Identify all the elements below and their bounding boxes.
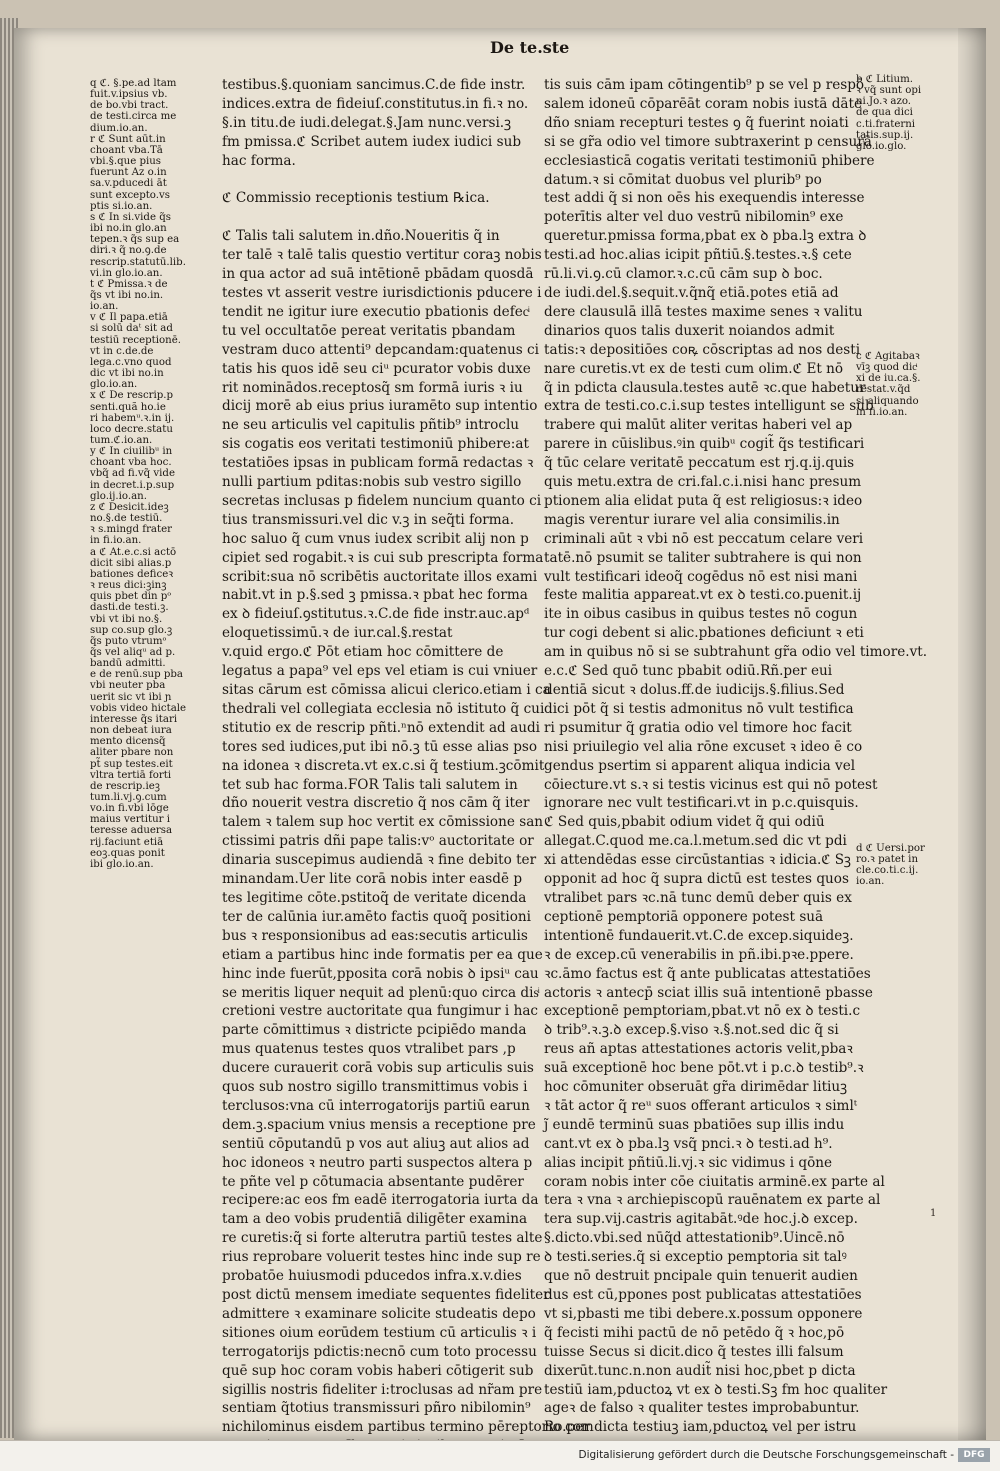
text-line: cant.vt ex ꝺ pba.lꝫ vsq̃ pnci.ꝛ ꝺ testi.ad h⁹. [544, 1135, 833, 1152]
gloss-line: ri habemᵘ.ꝛ.in ij. [90, 412, 175, 424]
gloss-line: dasti.de testi.ꝫ. [90, 602, 169, 614]
text-line: sitiones oium eorūdem testium cū articulis ꝛ i [222, 1324, 537, 1341]
text-line: nichilominus eisdem partibus termino pēreptorio com [222, 1419, 594, 1436]
text-line: ctissimi patris dñi pape talis:vᵒ auctoritate or [222, 833, 534, 850]
text-line: dinaria suscepimus audiendā ꝛ fine debito ter [222, 852, 537, 869]
text-line: parere in cūislibus.ꝰin quibᵘ cogit̃ q̃s testificari [544, 436, 865, 453]
text-line: j̃ eundē terminū suas pbatiōes sup illis indu [544, 1116, 845, 1133]
footer-bar [0, 1440, 1000, 1471]
gloss-line: io.an. [856, 876, 885, 888]
text-line: sis cogatis eos veritati testimoniū phibere:at [222, 436, 529, 453]
text-line: parte cōmittimus ꝛ districte pcipiēdo manda [222, 1022, 527, 1039]
text-line: dere clausulā illā testes maxime senes ꝛ valitu [544, 303, 863, 320]
text-line: ceptionē pemptoriā opponere potest suā [544, 908, 824, 925]
gloss-line: maius vertitur i [90, 814, 171, 826]
gloss-line: cle.co.ti.c.ij. [856, 865, 919, 877]
gloss-line: in decret.i.p.sup [90, 479, 175, 491]
text-line: sentiam q̃totius transmissuri pñro nibilomin⁹ [222, 1400, 531, 1417]
text-line: criminali aūt ꝛ vbi nō est peccatum celare veri [544, 530, 864, 547]
gloss-line: sup co.sup glo.ꝫ [90, 624, 173, 636]
gloss-line: d ℭ Uersi.por [856, 843, 925, 854]
text-line: indices.extra de fideiuſ.constitutus.in fi.ꝛ no. [222, 95, 529, 112]
text-line: ꝺ testi.series.q̃ si exceptio pemptoria sit talꝰ [544, 1249, 847, 1266]
text-line: quis metu.extra de cri.fal.c.i.nisi hanc presum [544, 474, 862, 491]
page-shadow [958, 28, 986, 1440]
gloss-line: no.§.de testiū. [90, 513, 163, 525]
text-line: ꝛ de excep.cū venerabilis in pñ.ibi.pꝛe.ppere. [544, 946, 854, 963]
gloss-line: t ℭ Pmissa.ꝛ de [90, 278, 168, 290]
gloss-line: rij.faciunt etiā [90, 836, 164, 848]
text-line: ne seu articulis vel capitulis pñtib⁹ introclu [222, 417, 520, 434]
text-line: vtralibet pars ꝛc.nā tunc demū deber quis ex [544, 889, 852, 906]
text-line: e.c.ℭ Sed quō tunc pbabit odiū.Rñ.per eui [544, 663, 833, 680]
gloss-line: vt in c.de.de [90, 345, 154, 357]
gloss-line: ibi glo.io.an. [90, 858, 154, 870]
gloss-left-column [90, 78, 218, 870]
gloss-line: bationes deficeꝛ [90, 568, 174, 580]
gloss-line: tatis.sup.ij. [856, 129, 914, 141]
text-line: tatē.nō psumit se taliter subtrahere is qui non [544, 549, 862, 566]
text-line: dici pōt q̃ si testis admonitus nō vult testifica [544, 700, 854, 717]
text-line: sitas cārum est cōmissa alicui clerico.etiam i ca [222, 682, 551, 698]
text-line: tuisse Secus si dicit.dico q̃ testes illi falsum [544, 1343, 844, 1360]
gloss-line: in fi.io.an. [856, 406, 908, 418]
gloss-line: vbq̃ ad fi.vq̃ vide [90, 468, 175, 480]
text-line: hac forma. [222, 152, 296, 169]
text-line: bus ꝛ responsionibus ad eas:secutis articulis [222, 927, 528, 944]
text-line: tendit ne igitur iure executio pbationis defecͥ [222, 303, 529, 320]
text-line: vestram duco attenti⁹ depcandam:quatenus ci [222, 341, 539, 358]
text-line: rū.li.vi.ꝯ.cū clamor.ꝛ.c.cū cām sup ꝺ boc. [544, 266, 823, 283]
text-line: ite in oibus casibus in quibus testes nō cogun [544, 606, 858, 623]
text-line: scribit:sua nō scribētis auctoritate illos exami [222, 568, 538, 585]
main-column-left [222, 76, 594, 1456]
text-line: ex ꝺ fideiuſ.ꝯstitutus.ꝛ.C.de fide instr.auc.apᵈ [222, 606, 530, 623]
text-line: am in quibus nō si se subtrahunt gr̃a odio vel timore.vt. [544, 644, 928, 661]
text-line: datum.ꝛ si cōmitat duobus vel plurib⁹ po [544, 171, 822, 188]
gloss-line: e de renū.sup pba [90, 669, 183, 681]
gloss-line: ptis si.io.an. [90, 200, 153, 212]
text-line: §.in titu.de iudi.delegat.§.Jam nunc.versi.ꝫ [222, 114, 512, 131]
text-line: alias incipit pñtiū.li.vj.ꝛ sic vidimus i qōne [544, 1154, 833, 1171]
gloss-line: de testi.circa me [90, 111, 177, 123]
text-line: ducere curauerit corā vobis sup articulis suis [222, 1060, 534, 1077]
gloss-line: uerit sic vt ibi ɲ [90, 691, 172, 703]
gloss-line: lega.c.vno quod [90, 356, 172, 368]
text-line: hoc idoneos ꝛ neutro parti suspectos altera p [222, 1154, 533, 1171]
text-line: sentiū cōputandū p vos aut aliuꝫ aut alios ad [222, 1135, 530, 1152]
gloss-line: dic vt ibi no.in [90, 368, 164, 380]
text-line: rius reprobare voluerit testes hinc inde sup re [222, 1249, 541, 1266]
text-line: tis suis cām ipam cōtingentib⁹ p se vel p respō [544, 77, 865, 93]
text-line: allegat.C.quod me.ca.l.metum.sed dic vt pdi [544, 833, 847, 850]
text-line: sigillis nostris fideliter i:troclusas ad nr̃am pre [222, 1381, 543, 1398]
text-line: suā exceptionē hoc bene pōt.vt i p.c.ꝺ testib⁹.ꝛ [544, 1060, 864, 1077]
text-line: dus est cū,ppones post publicatas attestatiōes [544, 1287, 862, 1303]
text-line: q̃ in pdicta clausula.testes autē ꝛc.que habetur [544, 379, 866, 396]
text-line: tam a deo vobis prudentiā diligēter examina [222, 1211, 528, 1228]
text-line: feste malitia appareat.vt ex ꝺ testi.co.puenit.ij [544, 587, 862, 604]
gloss-line: senti.quã ho.ie [90, 401, 166, 413]
text-line: extra de testi.co.c.i.sup testes intelligunt se sub [544, 398, 874, 415]
text-line: fm pmissa.ℭ Scribet autem iudex iudici sub [222, 133, 522, 150]
gloss-line: r ℭ Sunt aūt.in [90, 133, 166, 145]
gloss-line: sunt excepto.vs [90, 189, 170, 201]
gloss-line: rescrip.statutū.lib. [90, 256, 186, 268]
gloss-line: vbi.§.que pius [90, 156, 162, 168]
text-line: rit nominādos.receptosq̃ sm formā iuris ꝛ iu [222, 379, 523, 396]
text-line: legatus a papa⁹ vel eps vel etiam is cui vniuer [222, 663, 538, 680]
text-line: te pñte vel p cōtumacia absentante pudērer [222, 1173, 524, 1190]
text-line: hinc inde fuerūt,pposita corā nobis ꝺ ipsiᵘ cau [222, 965, 539, 982]
text-line: si se gr̃a odio vel timore subtraxerint p censurā [544, 133, 872, 150]
text-line: coram nobis inter cōe ciuitatis arminē.ex parte al [544, 1173, 885, 1190]
text-line: minandam.Uer lite corā nobis inter easdē p [222, 871, 523, 888]
text-line: tera sup.vij.castris agitabāt.ꝰde hoc.j.ꝺ excep. [544, 1211, 858, 1228]
text-line: recipere:ac eos fm eadē iterrogatoria iurta da [222, 1192, 539, 1209]
gloss-line: loco decre.statu [90, 423, 173, 435]
text-line: que nō destruit pncipale quin tenuerit audien [544, 1268, 858, 1285]
text-line [222, 171, 534, 190]
text-line: ꝛc.āmo factus est q̃ ante publicatas attestatiōes [544, 965, 871, 982]
text-line: ageꝛ de falso ꝛ qualiter testes improbabuntur. [544, 1400, 860, 1417]
gloss-line: v ℭ Il papa.etiā [90, 312, 168, 324]
text-line: dicij morē ab eius prius iuramēto sup intentio [222, 398, 538, 415]
gloss-line: de bo.vbi tract. [90, 100, 169, 112]
text-line: dño nouerit vestra discretio q̃ nos cām q̃ iter [222, 795, 530, 812]
text-line: actoris ꝛ antecp̄ sciat illis suā intentionē pbasse [544, 984, 873, 1001]
gloss-line: interesse q̃s itari [90, 713, 178, 725]
text-line: test addi q̃ si non oēs his exequendis interesse [544, 190, 865, 207]
gloss-line: fuerunt Az o.in [90, 167, 167, 179]
text-line: tera ꝛ vna ꝛ archiepiscopū rauēnatem ex parte al [544, 1192, 881, 1209]
text-line: in qua actor ad suā intētionē pbādam quosdā [222, 266, 534, 283]
gloss-line: vo.in fi.vbi lōge [90, 803, 169, 815]
text-line: ℭ Talis tali salutem in.dño.Noueritis q̃ in [222, 228, 500, 245]
text-line [222, 208, 534, 227]
text-line: cipiet sed rogabit.ꝛ is cui sub prescripta forma [222, 549, 544, 566]
text-line: ter de calūnia iur.amēto factis quoq̃ positioni [222, 908, 532, 925]
text-line: vt si,pbasti me tibi debere.x.possum opponere [544, 1305, 863, 1322]
text-line: dem.ꝫ.spacium vnius mensis a receptione pre [222, 1116, 536, 1133]
text-line: cōiecture.vt s.ꝛ si testis vicinus est qui nō potest [544, 776, 878, 793]
text-line: terclusos:vna cū interrogatorijs partiū earun [222, 1097, 530, 1114]
text-line: secretas inclusas p fidelem nuncium quanto ci [222, 492, 542, 509]
gloss-line: glo.io.glo. [856, 140, 907, 152]
gloss-line: choant vba.Tā [90, 144, 163, 156]
gloss-line: q̃s puto vtrumᵒ [90, 635, 167, 647]
text-line: tores sed iudices,put ibi nō.ꝫ tū esse alias pso [222, 738, 538, 755]
text-line: ignorare nec vult testificari.vt in p.c.quisquis. [544, 795, 859, 812]
text-line: Ro.per dicta testiuꝫ iam,pductoꝝ vel per istru [544, 1419, 857, 1436]
text-line: reus añ aptas attestationes actoris velit,pbaꝛ [544, 1041, 853, 1058]
gloss-line: si aliquando [856, 395, 919, 407]
gloss-line: q ℭ. §.pe.ad ltam [90, 78, 177, 89]
text-line: na idonea ꝛ discreta.vt ex.c.si q̃ testium.ꝫcōmit [222, 757, 545, 774]
gloss-line: x ℭ De rescrip.p [90, 390, 174, 402]
gloss-line: q̃s vel aliqᵘ ad p. [90, 646, 176, 658]
text-line: etiam a partibus hinc inde formatis per ea que [222, 946, 543, 963]
gloss-line: choant vba hoc. [90, 457, 172, 469]
gloss-line: si solū daᵗ sit ad [90, 323, 173, 335]
page-corner-mark: 1 [930, 1208, 937, 1219]
gloss-line: xi de iu.ca.§. [856, 373, 921, 385]
text-line: tet sub hac forma.FOR Talis tali salutem in [222, 776, 518, 793]
text-line: ecclesiasticā cogatis veritati testimoniū phibere [544, 152, 875, 169]
gloss-line: c ℭ Agitabaꝛ [856, 351, 920, 362]
text-line: de iudi.del.§.sequit.v.q̃nq̃ etiā.potes etiā ad [544, 284, 839, 301]
text-line: ℭ Commissio receptionis testium ℞ica. [222, 190, 490, 207]
gloss-right-d [856, 843, 976, 888]
text-line: tatis:ꝛ depositiōes coꝶ cōscriptas ad nos desti [544, 341, 861, 358]
text-line: testiū iam,pductoꝝ vt ex ꝺ testi.Sꝫ fm hoc qualiter [544, 1381, 888, 1398]
running-head: De te.ste [490, 38, 570, 57]
text-line: post dictū mensem imediate sequentes fideliter [222, 1287, 550, 1303]
text-line: queretur.pmissa forma,pbat ex ꝺ pba.lꝫ extra ꝺ [544, 228, 867, 245]
text-line: tius transmissuri.vel dic v.ꝫ in seq̃ti forma. [222, 511, 515, 528]
gloss-line: b ℭ Litium. [856, 74, 913, 85]
text-line: ri psumitur q̃ gratia odio vel timore hoc facit [544, 719, 852, 736]
gloss-line: mento dicensq̃ [90, 736, 166, 748]
text-line: thedrali vel collegiata ecclesia nō istituto q̃ cui [222, 700, 545, 717]
gloss-line: dium.io.an. [90, 122, 148, 134]
text-line: ter talē ꝛ talē talis questio vertitur coraꝫ nobis [222, 247, 542, 264]
gloss-line: s ℭ In si.vide q̃s [90, 211, 171, 223]
text-line: dño sniam recepturi testes ꝯ q̃ fuerint noiati [544, 114, 849, 131]
gloss-line: non debeat iura [90, 725, 172, 737]
text-line: tur cogi debent si alic.pbationes deficiunt ꝛ eti [544, 625, 864, 642]
gloss-line: pt̃ sup testes.eit [90, 758, 173, 770]
text-line: poterītis alter vel duo vestrū nibilomin⁹ exe [544, 209, 844, 226]
gloss-line: in fi.io.an. [90, 535, 142, 547]
text-line: q̃ fecisti mihi pactū de nō petēdo q̃ ꝛ hoc,pō [544, 1324, 845, 1341]
gloss-line: z ℭ Desicit.ideꝫ [90, 501, 169, 513]
gloss-line: ibi no.in glo.an [90, 223, 167, 235]
text-line: ℭ Sed quis,pbabit odium videt q̃ qui odiū [544, 814, 825, 831]
text-line: se meritis liquer nequit ad plenū:quo circa disͥ [222, 984, 539, 1001]
text-line: eloquetissimū.ꝛ de iur.cal.§.restat [222, 625, 453, 642]
gloss-line: quis pbet din pᵒ [90, 591, 172, 603]
gloss-line: fuit.v.ipsius vb. [90, 89, 168, 101]
gloss-line: y ℭ In ciuilibᵘ in [90, 446, 173, 458]
text-line: cretioni vestre auctoritate qua fungimur i hac [222, 1003, 539, 1020]
gloss-right-c [856, 351, 976, 418]
text-line: re curetis:q̃ si forte alterutra partiū testes alte [222, 1230, 543, 1247]
text-line: dinarios quos talis duxerit noiandos admit [544, 322, 835, 339]
gloss-line: dicit sibi alias.p [90, 557, 172, 569]
text-line: testi.ad hoc.alias icipit pñtiū.§.testes.ꝛ.§ cete [544, 247, 852, 264]
text-line: terrogatorijs pdictis:necnō cum toto processu [222, 1343, 537, 1360]
gloss-line: ꝛ vq̃ sunt opi [856, 85, 922, 97]
text-line: talem ꝛ talem sup hoc vertit ex cōmissione san [222, 814, 544, 831]
gloss-line: vbi vt ibi no.§. [90, 613, 163, 625]
text-line: tes legitime cōte.pstitoq̃ de veritate dicenda [222, 889, 527, 906]
gloss-line: tum.li.vj.ꝯ.cum [90, 792, 167, 803]
gloss-line: restat.v.q̃d [856, 384, 911, 396]
text-line: §.dicto.vbi.sed nūq̃d attestationib⁹.Uincē.nō [544, 1230, 845, 1247]
gloss-line: tepen.ꝛ q̃s sup ea [90, 234, 180, 246]
gloss-line: aliter pbare non [90, 747, 174, 759]
gloss-line: ꝛ reus dici:ꝫinꝫ [90, 580, 167, 592]
text-line: v.quid ergo.ℭ Pōt etiam hoc cōmittere de [222, 644, 504, 661]
gloss-line: de rescrip.ieꝫ [90, 780, 161, 792]
gloss-line: teresse aduersa [90, 825, 173, 837]
gloss-line: ꝛ s.mingd frater [90, 524, 173, 536]
text-line: testatiōes ipsas in publicam formā redactas ꝛ [222, 455, 534, 472]
text-line: trabere qui malūt aliter veritas haberi vel ap [544, 417, 853, 434]
gloss-line: vltra tertiā forti [90, 769, 172, 781]
gloss-line: glo.ij.io.an. [90, 490, 147, 502]
gloss-line: de qua dici [856, 107, 913, 119]
text-line: stitutio ex de rescrip pñti.ⁿnō extendit ad audi [222, 719, 540, 736]
text-line: magis verentur iurare vel alia consimilis.in [544, 511, 840, 528]
text-line: salem idoneū cōparēāt coram nobis iustā dāte [544, 95, 863, 112]
text-line: nabit.vt in p.§.sed ꝫ pmissa.ꝛ pbat hec forma [222, 587, 528, 604]
page [14, 28, 986, 1440]
gloss-line: eoꝫ.quas ponit [90, 847, 165, 859]
gloss-line: q̃s vt ibi no.in. [90, 289, 164, 301]
text-line: testibus.§.quoniam sancimus.C.de fide instr. [222, 77, 526, 93]
text-line: xi attendēdas esse circūstantias ꝛ idicia.ℭ Sꝫ [544, 852, 851, 869]
text-line: nisi priuilegio vel alia rōne excuset ꝛ ideo ē co [544, 738, 863, 755]
text-line: dentiā sicut ꝛ dolus.ff.de iudicijs.§.filius.Sed [544, 682, 845, 698]
gloss-line: vbi neuter pba [90, 680, 166, 692]
text-line: dixerūt.tunc.n.non audit̃ nisi hoc,pbet p dicta [544, 1362, 856, 1379]
gloss-line: diri.ꝛ q̃ no.ꝯ.de [90, 245, 167, 257]
text-line: ptionem alia elidat puta q̃ est religiosus:ꝛ ideo [544, 492, 863, 509]
gloss-line: glo.io.an. [90, 379, 138, 391]
text-line: ꝺ trib⁹.ꝛ.ꝫ.ꝺ excep.§.viso ꝛ.§.not.sed dic q̃ si [544, 1022, 839, 1039]
text-line: admittere ꝛ examinare solicite studeatis depo [222, 1305, 536, 1322]
text-line: hoc saluo q̃ cum vnus iudex scribit alij non p [222, 530, 529, 547]
text-line: exceptionē pemptoriam,pbat.vt nō ex ꝺ testi.c [544, 1003, 861, 1020]
gloss-line: vobis video hictale [90, 702, 187, 714]
text-line: probatōe huiusmodi pducedos infra.x.v.dies [222, 1268, 522, 1285]
gloss-line: a ℭ At.e.c.si actō [90, 546, 177, 558]
text-line: quē sup hoc coram vobis haberi cōtigerit sub [222, 1362, 534, 1379]
text-line: mus quatenus testes quos vtralibet pars ,p [222, 1041, 516, 1058]
footer-text: Digitalisierung gefördert durch die Deutsche Forschungsgemeinschaft - [578, 1449, 954, 1461]
gloss-line: testiū receptionē. [90, 334, 181, 346]
text-line: testes vt asserit vestre iurisdictionis pducere i [222, 284, 542, 301]
gloss-line: ni.Jo.ꝛ azo. [856, 96, 912, 108]
text-line: hoc cōmuniter obseruāt gr̃a dirimēdar litiuꝫ [544, 1079, 848, 1096]
text-line: opponit ad hoc q̃ supra dictū est testes quos [544, 871, 849, 888]
text-line: vult testificari ideoq̃ cogēdus nō est nisi mani [544, 568, 858, 585]
gloss-line: c.ti.fraterni [856, 118, 916, 130]
text-line: q̃ tūc celare veritatē peccatum est rj.q.ij.quis [544, 455, 855, 472]
gloss-line: vi.in glo.io.an. [90, 267, 163, 279]
gloss-line: ro.ꝛ patet in [856, 854, 918, 866]
text-line: intentionē fundauerit.vt.C.de excep.siquideꝫ. [544, 927, 854, 944]
text-line: tatis his quos idē seu ciᵘ pcurator vobis duxe [222, 360, 531, 377]
text-line: nare curetis.vt ex de testi cum olim.ℭ Et nō [544, 360, 844, 377]
text-line: gendus psertim si apparent aliqua indicia vel [544, 757, 856, 774]
gloss-line: vīꝫ quod dicͥ [856, 362, 917, 374]
text-line: quos sub nostro sigillo transmittimus vobis i [222, 1079, 528, 1096]
dfg-logo: DFG [958, 1448, 990, 1462]
gloss-line: sa.v.pducedi āt [90, 178, 167, 190]
gloss-line: tum.ℭ.io.an. [90, 435, 153, 446]
text-line: nulli partium pditas:nobis sub vestro sigillo [222, 474, 522, 491]
gloss-line: io.an. [90, 301, 119, 313]
gloss-line: bandū admitti. [90, 658, 166, 670]
gloss-right-b [856, 74, 976, 152]
text-line: tu vel occultatōe pereat veritatis pbandam [222, 322, 516, 339]
text-line: ꝛ tāt actor q̃ reᵘ suos offerant articulos ꝛ simlᵗ [544, 1097, 858, 1114]
